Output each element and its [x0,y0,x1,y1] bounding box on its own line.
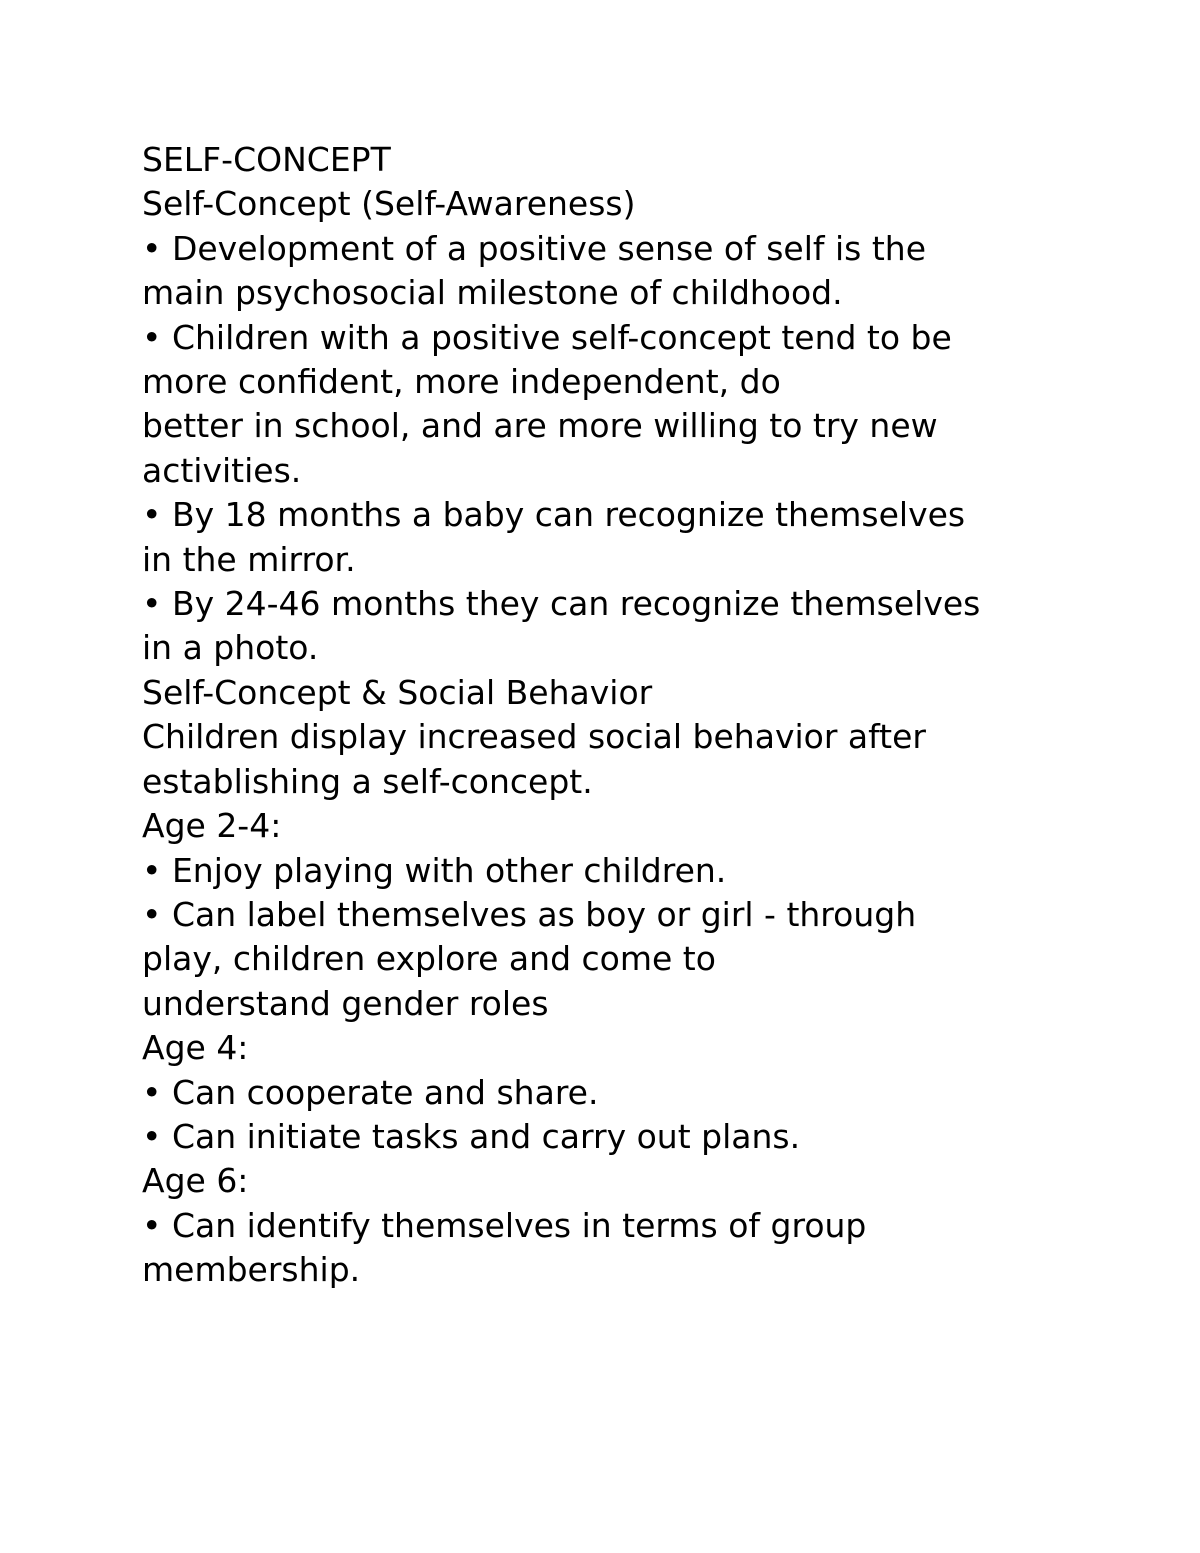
text-line: • Can cooperate and share. [142,1072,599,1112]
text-line: • By 18 months a baby can recognize themselves [142,495,966,535]
text-line: more confident, more independent, do [142,362,781,402]
section-heading-social-behavior: Self-Concept & Social Behavior [142,672,653,712]
age-heading-6: Age 6: [142,1161,249,1201]
document-title: SELF-CONCEPT [142,140,391,179]
text-line: main psychosocial milestone of childhood. [142,273,843,313]
text-line: membership. [142,1250,361,1290]
text-line: better in school, and are more willing to try new [142,406,938,446]
text-line: • By 24-46 months they can recognize themselves [142,584,981,624]
age-heading-4: Age 4: [142,1028,249,1068]
text-line: play, children explore and come to [142,939,716,979]
text-line: in a photo. [142,628,319,668]
text-line: • Development of a positive sense of self is the [142,228,927,268]
text-line: • Can initiate tasks and carry out plans. [142,1116,801,1156]
text-line: Children display increased social behavior after [142,717,926,757]
age-heading-2-4: Age 2-4: [142,806,282,846]
text-line: activities. [142,450,302,490]
text-line: • Children with a positive self-concept tend to be [142,317,952,357]
document-text [142,138,1102,1293]
text-line: understand gender roles [142,983,549,1023]
text-line: in the mirror. [142,539,356,579]
text-line: • Can identify themselves in terms of group [142,1205,867,1245]
text-line: • Enjoy playing with other children. [142,850,727,890]
text-line: establishing a self-concept. [142,761,593,801]
section-heading-self-awareness: Self-Concept (Self-Awareness) [142,184,636,224]
text-line: • Can label themselves as boy or girl - through [142,894,917,934]
